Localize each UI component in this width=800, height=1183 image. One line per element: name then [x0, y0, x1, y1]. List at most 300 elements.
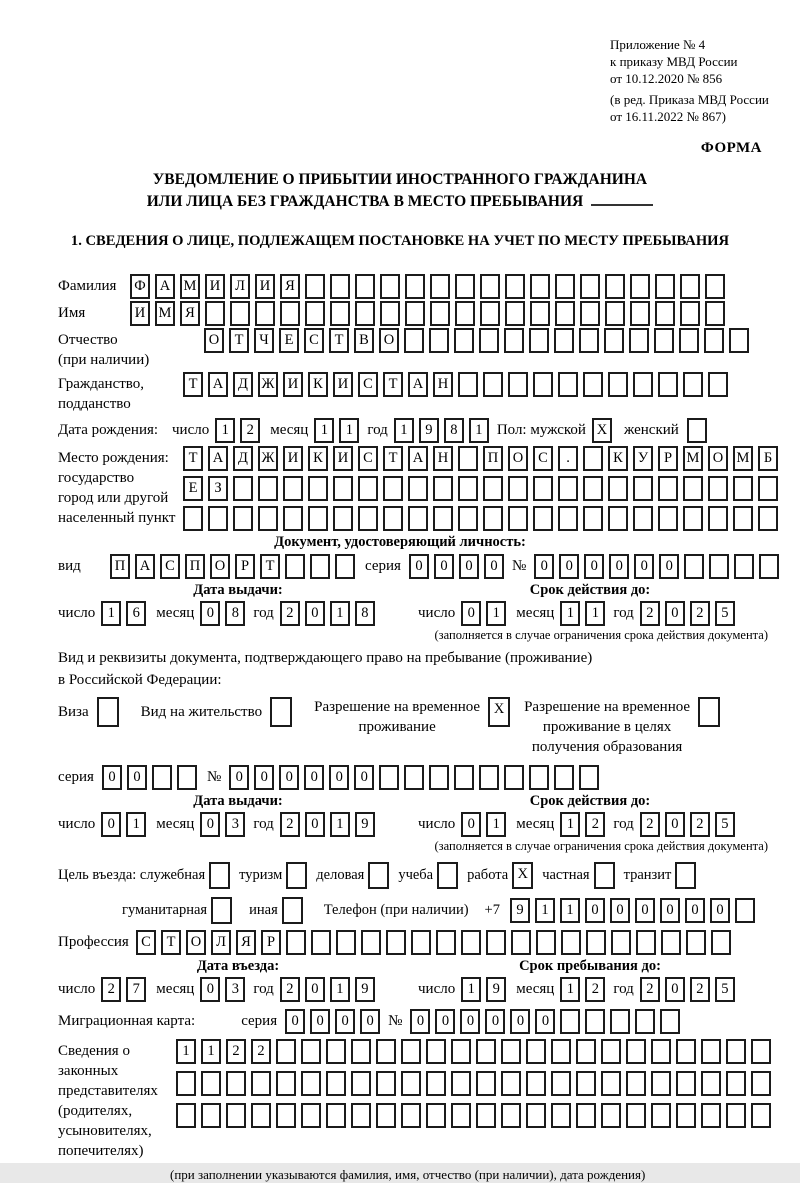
patronymic-char-box[interactable]: [504, 328, 524, 353]
name-char-box[interactable]: Я: [180, 301, 200, 326]
doc-series-box[interactable]: 0: [459, 554, 479, 579]
doc-number-box[interactable]: 0: [634, 554, 654, 579]
doc-series-box[interactable]: 0: [434, 554, 454, 579]
legal-reps-char-box[interactable]: [526, 1103, 546, 1128]
name-char-box[interactable]: [330, 301, 350, 326]
patronymic-char-box[interactable]: [579, 328, 599, 353]
doc-number-box[interactable]: [684, 554, 704, 579]
surname-char-box[interactable]: М: [180, 274, 200, 299]
legal-reps-char-box[interactable]: [401, 1039, 421, 1064]
birth-place-char-box[interactable]: [333, 506, 353, 531]
birth-place-char-box[interactable]: С: [533, 446, 553, 471]
birth-place-char-box[interactable]: [433, 506, 453, 531]
birth-place-char-box[interactable]: [533, 506, 553, 531]
patronymic-char-box[interactable]: Е: [279, 328, 299, 353]
birth-place-char-box[interactable]: [408, 506, 428, 531]
doc-number-box[interactable]: 0: [609, 554, 629, 579]
birth-place-char-box[interactable]: О: [708, 446, 728, 471]
birth-day-box[interactable]: 1: [215, 418, 235, 443]
legal-reps-char-box[interactable]: 2: [251, 1039, 271, 1064]
migration-series-box[interactable]: 0: [285, 1009, 305, 1034]
profession-char-box[interactable]: [361, 930, 381, 955]
legal-reps-char-box[interactable]: [726, 1039, 746, 1064]
birth-place-char-box[interactable]: [758, 506, 778, 531]
legal-reps-char-box[interactable]: [351, 1039, 371, 1064]
profession-char-box[interactable]: [461, 930, 481, 955]
citizenship-char-box[interactable]: И: [333, 372, 353, 397]
birth-place-char-box[interactable]: [408, 476, 428, 501]
citizenship-char-box[interactable]: И: [283, 372, 303, 397]
permit-series-box[interactable]: [152, 765, 172, 790]
stay-day-box[interactable]: 9: [486, 977, 506, 1002]
citizenship-char-box[interactable]: Т: [183, 372, 203, 397]
doc-series-box[interactable]: 0: [484, 554, 504, 579]
doc-issue-month-box[interactable]: 0: [200, 601, 220, 626]
migration-number-box[interactable]: [635, 1009, 655, 1034]
entry-year-box[interactable]: 9: [355, 977, 375, 1002]
birth-place-char-box[interactable]: К: [308, 446, 328, 471]
surname-char-box[interactable]: [455, 274, 475, 299]
citizenship-char-box[interactable]: [558, 372, 578, 397]
stay-month-box[interactable]: 2: [585, 977, 605, 1002]
birth-place-char-box[interactable]: И: [283, 446, 303, 471]
legal-reps-char-box[interactable]: [501, 1071, 521, 1096]
legal-reps-char-box[interactable]: [701, 1071, 721, 1096]
birth-place-char-box[interactable]: П: [483, 446, 503, 471]
name-char-box[interactable]: [405, 301, 425, 326]
doc-kind-char-box[interactable]: [335, 554, 355, 579]
surname-char-box[interactable]: Л: [230, 274, 250, 299]
birth-place-char-box[interactable]: О: [508, 446, 528, 471]
birth-place-char-box[interactable]: [508, 476, 528, 501]
patronymic-char-box[interactable]: В: [354, 328, 374, 353]
name-char-box[interactable]: [530, 301, 550, 326]
doc-number-box[interactable]: 0: [584, 554, 604, 579]
purpose-work-checkbox[interactable]: X: [512, 862, 533, 889]
birth-year-box[interactable]: 1: [469, 418, 489, 443]
legal-reps-char-box[interactable]: [601, 1039, 621, 1064]
purpose-private-checkbox[interactable]: [594, 862, 615, 889]
phone-digit-box[interactable]: 0: [685, 898, 705, 923]
permit-number-box[interactable]: [454, 765, 474, 790]
doc-kind-char-box[interactable]: [310, 554, 330, 579]
birth-place-char-box[interactable]: [733, 476, 753, 501]
patronymic-char-box[interactable]: О: [379, 328, 399, 353]
birth-place-char-box[interactable]: [458, 506, 478, 531]
permit-number-box[interactable]: [404, 765, 424, 790]
profession-char-box[interactable]: Т: [161, 930, 181, 955]
doc-kind-char-box[interactable]: С: [160, 554, 180, 579]
citizenship-char-box[interactable]: Н: [433, 372, 453, 397]
phone-digit-box[interactable]: [735, 898, 755, 923]
name-char-box[interactable]: [655, 301, 675, 326]
doc-number-box[interactable]: [759, 554, 779, 579]
name-char-box[interactable]: [680, 301, 700, 326]
doc-kind-char-box[interactable]: П: [185, 554, 205, 579]
birth-day-box[interactable]: 2: [240, 418, 260, 443]
birth-place-char-box[interactable]: [458, 446, 478, 471]
phone-digit-box[interactable]: 9: [510, 898, 530, 923]
birth-place-char-box[interactable]: М: [683, 446, 703, 471]
profession-char-box[interactable]: [711, 930, 731, 955]
birth-place-char-box[interactable]: М: [733, 446, 753, 471]
patronymic-char-box[interactable]: [704, 328, 724, 353]
migration-number-box[interactable]: [585, 1009, 605, 1034]
doc-issue-month-box[interactable]: 8: [225, 601, 245, 626]
legal-reps-char-box[interactable]: 1: [176, 1039, 196, 1064]
permit-valid-month-box[interactable]: 2: [585, 812, 605, 837]
legal-reps-char-box[interactable]: [426, 1103, 446, 1128]
name-char-box[interactable]: [280, 301, 300, 326]
legal-reps-char-box[interactable]: [551, 1103, 571, 1128]
doc-kind-char-box[interactable]: [285, 554, 305, 579]
birth-place-char-box[interactable]: К: [608, 446, 628, 471]
surname-char-box[interactable]: И: [205, 274, 225, 299]
birth-place-char-box[interactable]: [658, 476, 678, 501]
profession-char-box[interactable]: [336, 930, 356, 955]
legal-reps-char-box[interactable]: [301, 1103, 321, 1128]
permit-valid-day-box[interactable]: 0: [461, 812, 481, 837]
profession-char-box[interactable]: [686, 930, 706, 955]
purpose-study-checkbox[interactable]: [437, 862, 458, 889]
entry-year-box[interactable]: 2: [280, 977, 300, 1002]
migration-series-box[interactable]: 0: [360, 1009, 380, 1034]
purpose-tourism-checkbox[interactable]: [286, 862, 307, 889]
patronymic-char-box[interactable]: [454, 328, 474, 353]
permit-issue-day-box[interactable]: 0: [101, 812, 121, 837]
citizenship-char-box[interactable]: С: [358, 372, 378, 397]
birth-place-char-box[interactable]: Ж: [258, 446, 278, 471]
legal-reps-char-box[interactable]: [401, 1103, 421, 1128]
patronymic-char-box[interactable]: [404, 328, 424, 353]
legal-reps-char-box[interactable]: [426, 1039, 446, 1064]
legal-reps-char-box[interactable]: [301, 1039, 321, 1064]
stay-day-box[interactable]: 1: [461, 977, 481, 1002]
patronymic-char-box[interactable]: [654, 328, 674, 353]
entry-year-box[interactable]: 1: [330, 977, 350, 1002]
doc-number-box[interactable]: 0: [534, 554, 554, 579]
legal-reps-char-box[interactable]: [301, 1071, 321, 1096]
birth-place-char-box[interactable]: [383, 506, 403, 531]
legal-reps-char-box[interactable]: [501, 1103, 521, 1128]
surname-char-box[interactable]: Ф: [130, 274, 150, 299]
female-checkbox[interactable]: [687, 418, 707, 443]
surname-char-box[interactable]: [655, 274, 675, 299]
birth-place-char-box[interactable]: [233, 476, 253, 501]
patronymic-char-box[interactable]: Т: [229, 328, 249, 353]
migration-number-box[interactable]: [660, 1009, 680, 1034]
migration-number-box[interactable]: 0: [435, 1009, 455, 1034]
citizenship-char-box[interactable]: Т: [383, 372, 403, 397]
name-char-box[interactable]: [430, 301, 450, 326]
profession-char-box[interactable]: Я: [236, 930, 256, 955]
name-char-box[interactable]: [205, 301, 225, 326]
patronymic-char-box[interactable]: О: [204, 328, 224, 353]
purpose-business-checkbox[interactable]: [368, 862, 389, 889]
birth-place-char-box[interactable]: [308, 476, 328, 501]
legal-reps-char-box[interactable]: [451, 1039, 471, 1064]
profession-char-box[interactable]: Л: [211, 930, 231, 955]
birth-place-char-box[interactable]: Т: [183, 446, 203, 471]
permit-number-box[interactable]: [504, 765, 524, 790]
doc-number-box[interactable]: [709, 554, 729, 579]
surname-char-box[interactable]: [380, 274, 400, 299]
doc-issue-year-box[interactable]: 8: [355, 601, 375, 626]
legal-reps-char-box[interactable]: [326, 1071, 346, 1096]
birth-place-char-box[interactable]: А: [208, 446, 228, 471]
legal-reps-char-box[interactable]: [576, 1039, 596, 1064]
permit-number-box[interactable]: 0: [279, 765, 299, 790]
legal-reps-char-box[interactable]: [476, 1103, 496, 1128]
name-char-box[interactable]: И: [130, 301, 150, 326]
doc-kind-char-box[interactable]: А: [135, 554, 155, 579]
permit-number-box[interactable]: 0: [304, 765, 324, 790]
birth-place-char-box[interactable]: .: [558, 446, 578, 471]
legal-reps-char-box[interactable]: [551, 1039, 571, 1064]
migration-number-box[interactable]: 0: [510, 1009, 530, 1034]
edu-permit-checkbox[interactable]: [698, 697, 720, 727]
permit-number-box[interactable]: 0: [354, 765, 374, 790]
patronymic-char-box[interactable]: [554, 328, 574, 353]
entry-month-box[interactable]: 3: [225, 977, 245, 1002]
legal-reps-char-box[interactable]: [551, 1071, 571, 1096]
legal-reps-char-box[interactable]: [326, 1103, 346, 1128]
citizenship-char-box[interactable]: [608, 372, 628, 397]
birth-year-box[interactable]: 1: [394, 418, 414, 443]
citizenship-char-box[interactable]: [633, 372, 653, 397]
permit-issue-year-box[interactable]: 9: [355, 812, 375, 837]
profession-char-box[interactable]: [386, 930, 406, 955]
permit-issue-year-box[interactable]: 1: [330, 812, 350, 837]
entry-month-box[interactable]: 0: [200, 977, 220, 1002]
legal-reps-char-box[interactable]: [726, 1103, 746, 1128]
citizenship-char-box[interactable]: А: [208, 372, 228, 397]
surname-char-box[interactable]: [330, 274, 350, 299]
permit-issue-day-box[interactable]: 1: [126, 812, 146, 837]
legal-reps-char-box[interactable]: [526, 1071, 546, 1096]
legal-reps-char-box[interactable]: [276, 1071, 296, 1096]
profession-char-box[interactable]: [486, 930, 506, 955]
stay-year-box[interactable]: 2: [690, 977, 710, 1002]
citizenship-char-box[interactable]: [508, 372, 528, 397]
entry-day-box[interactable]: 2: [101, 977, 121, 1002]
legal-reps-char-box[interactable]: [451, 1103, 471, 1128]
name-char-box[interactable]: [705, 301, 725, 326]
permit-valid-year-box[interactable]: 2: [640, 812, 660, 837]
birth-place-char-box[interactable]: С: [358, 446, 378, 471]
legal-reps-char-box[interactable]: [626, 1071, 646, 1096]
doc-number-box[interactable]: 0: [559, 554, 579, 579]
legal-reps-char-box[interactable]: [726, 1071, 746, 1096]
birth-place-char-box[interactable]: [583, 506, 603, 531]
birth-place-char-box[interactable]: [458, 476, 478, 501]
citizenship-char-box[interactable]: [658, 372, 678, 397]
birth-place-char-box[interactable]: [683, 476, 703, 501]
birth-place-char-box[interactable]: [708, 476, 728, 501]
birth-place-char-box[interactable]: [358, 506, 378, 531]
birth-year-box[interactable]: 8: [444, 418, 464, 443]
birth-place-char-box[interactable]: [583, 476, 603, 501]
purpose-other-checkbox[interactable]: [282, 897, 303, 924]
birth-place-char-box[interactable]: А: [408, 446, 428, 471]
migration-series-box[interactable]: 0: [335, 1009, 355, 1034]
legal-reps-char-box[interactable]: [701, 1103, 721, 1128]
surname-char-box[interactable]: [430, 274, 450, 299]
patronymic-char-box[interactable]: [429, 328, 449, 353]
profession-char-box[interactable]: [286, 930, 306, 955]
citizenship-char-box[interactable]: [483, 372, 503, 397]
surname-char-box[interactable]: [605, 274, 625, 299]
name-char-box[interactable]: [380, 301, 400, 326]
birth-place-char-box[interactable]: Р: [658, 446, 678, 471]
legal-reps-char-box[interactable]: [576, 1103, 596, 1128]
legal-reps-char-box[interactable]: [626, 1039, 646, 1064]
legal-reps-char-box[interactable]: [476, 1039, 496, 1064]
profession-char-box[interactable]: [311, 930, 331, 955]
doc-kind-char-box[interactable]: Т: [260, 554, 280, 579]
birth-place-char-box[interactable]: Д: [233, 446, 253, 471]
legal-reps-char-box[interactable]: [751, 1039, 771, 1064]
stay-year-box[interactable]: 5: [715, 977, 735, 1002]
birth-place-char-box[interactable]: И: [333, 446, 353, 471]
birth-place-char-box[interactable]: [758, 476, 778, 501]
legal-reps-char-box[interactable]: [376, 1103, 396, 1128]
name-char-box[interactable]: [630, 301, 650, 326]
purpose-official-checkbox[interactable]: [209, 862, 230, 889]
legal-reps-char-box[interactable]: [651, 1071, 671, 1096]
phone-digit-box[interactable]: 0: [660, 898, 680, 923]
stay-month-box[interactable]: 1: [560, 977, 580, 1002]
patronymic-char-box[interactable]: Ч: [254, 328, 274, 353]
patronymic-char-box[interactable]: С: [304, 328, 324, 353]
name-char-box[interactable]: [480, 301, 500, 326]
legal-reps-char-box[interactable]: [601, 1071, 621, 1096]
permit-number-box[interactable]: [379, 765, 399, 790]
phone-digit-box[interactable]: 0: [610, 898, 630, 923]
permit-valid-year-box[interactable]: 5: [715, 812, 735, 837]
birth-place-char-box[interactable]: [608, 506, 628, 531]
birth-place-char-box[interactable]: [608, 476, 628, 501]
male-checkbox[interactable]: X: [592, 418, 612, 443]
legal-reps-char-box[interactable]: [651, 1039, 671, 1064]
legal-reps-char-box[interactable]: 1: [201, 1039, 221, 1064]
phone-digit-box[interactable]: 0: [585, 898, 605, 923]
citizenship-char-box[interactable]: Ж: [258, 372, 278, 397]
permit-series-box[interactable]: 0: [102, 765, 122, 790]
surname-char-box[interactable]: [580, 274, 600, 299]
purpose-humanitarian-checkbox[interactable]: [211, 897, 232, 924]
citizenship-char-box[interactable]: [683, 372, 703, 397]
permit-number-box[interactable]: 0: [329, 765, 349, 790]
patronymic-char-box[interactable]: [479, 328, 499, 353]
permit-valid-day-box[interactable]: 1: [486, 812, 506, 837]
birth-place-char-box[interactable]: [483, 506, 503, 531]
temp-permit-checkbox[interactable]: X: [488, 697, 510, 727]
citizenship-char-box[interactable]: [708, 372, 728, 397]
birth-place-char-box[interactable]: Е: [183, 476, 203, 501]
doc-valid-day-box[interactable]: 1: [486, 601, 506, 626]
doc-number-box[interactable]: 0: [659, 554, 679, 579]
profession-char-box[interactable]: С: [136, 930, 156, 955]
birth-place-char-box[interactable]: [383, 476, 403, 501]
legal-reps-char-box[interactable]: [651, 1103, 671, 1128]
legal-reps-char-box[interactable]: [251, 1071, 271, 1096]
permit-number-box[interactable]: [529, 765, 549, 790]
surname-char-box[interactable]: [405, 274, 425, 299]
legal-reps-char-box[interactable]: 2: [226, 1039, 246, 1064]
birth-place-char-box[interactable]: Т: [383, 446, 403, 471]
migration-number-box[interactable]: 0: [410, 1009, 430, 1034]
legal-reps-char-box[interactable]: [676, 1103, 696, 1128]
birth-place-char-box[interactable]: [183, 506, 203, 531]
birth-place-char-box[interactable]: [558, 476, 578, 501]
birth-place-char-box[interactable]: [558, 506, 578, 531]
doc-valid-year-box[interactable]: 2: [640, 601, 660, 626]
visa-checkbox[interactable]: [97, 697, 119, 727]
doc-number-box[interactable]: [734, 554, 754, 579]
permit-valid-year-box[interactable]: 2: [690, 812, 710, 837]
doc-issue-year-box[interactable]: 2: [280, 601, 300, 626]
birth-place-char-box[interactable]: [333, 476, 353, 501]
birth-place-char-box[interactable]: З: [208, 476, 228, 501]
name-char-box[interactable]: [555, 301, 575, 326]
legal-reps-char-box[interactable]: [276, 1039, 296, 1064]
name-char-box[interactable]: [230, 301, 250, 326]
surname-char-box[interactable]: Я: [280, 274, 300, 299]
doc-issue-year-box[interactable]: 1: [330, 601, 350, 626]
doc-issue-day-box[interactable]: 1: [101, 601, 121, 626]
entry-year-box[interactable]: 0: [305, 977, 325, 1002]
surname-char-box[interactable]: [680, 274, 700, 299]
patronymic-char-box[interactable]: [604, 328, 624, 353]
doc-valid-day-box[interactable]: 0: [461, 601, 481, 626]
surname-char-box[interactable]: [555, 274, 575, 299]
birth-month-box[interactable]: 1: [314, 418, 334, 443]
surname-char-box[interactable]: А: [155, 274, 175, 299]
permit-number-box[interactable]: [554, 765, 574, 790]
legal-reps-char-box[interactable]: [176, 1103, 196, 1128]
permit-number-box[interactable]: [579, 765, 599, 790]
birth-place-char-box[interactable]: [533, 476, 553, 501]
legal-reps-char-box[interactable]: [226, 1071, 246, 1096]
birth-place-char-box[interactable]: [483, 476, 503, 501]
citizenship-char-box[interactable]: К: [308, 372, 328, 397]
profession-char-box[interactable]: [411, 930, 431, 955]
name-char-box[interactable]: [255, 301, 275, 326]
birth-place-char-box[interactable]: [733, 506, 753, 531]
doc-issue-day-box[interactable]: 6: [126, 601, 146, 626]
migration-number-box[interactable]: 0: [485, 1009, 505, 1034]
legal-reps-char-box[interactable]: [501, 1039, 521, 1064]
legal-reps-char-box[interactable]: [226, 1103, 246, 1128]
profession-char-box[interactable]: [436, 930, 456, 955]
patronymic-char-box[interactable]: Т: [329, 328, 349, 353]
permit-valid-month-box[interactable]: 1: [560, 812, 580, 837]
patronymic-char-box[interactable]: [729, 328, 749, 353]
doc-series-box[interactable]: 0: [409, 554, 429, 579]
legal-reps-char-box[interactable]: [426, 1071, 446, 1096]
surname-char-box[interactable]: [705, 274, 725, 299]
legal-reps-char-box[interactable]: [626, 1103, 646, 1128]
surname-char-box[interactable]: [305, 274, 325, 299]
permit-issue-year-box[interactable]: 0: [305, 812, 325, 837]
birth-place-char-box[interactable]: [258, 476, 278, 501]
permit-issue-month-box[interactable]: 0: [200, 812, 220, 837]
phone-digit-box[interactable]: 1: [535, 898, 555, 923]
name-char-box[interactable]: [505, 301, 525, 326]
name-char-box[interactable]: [355, 301, 375, 326]
legal-reps-char-box[interactable]: [376, 1039, 396, 1064]
